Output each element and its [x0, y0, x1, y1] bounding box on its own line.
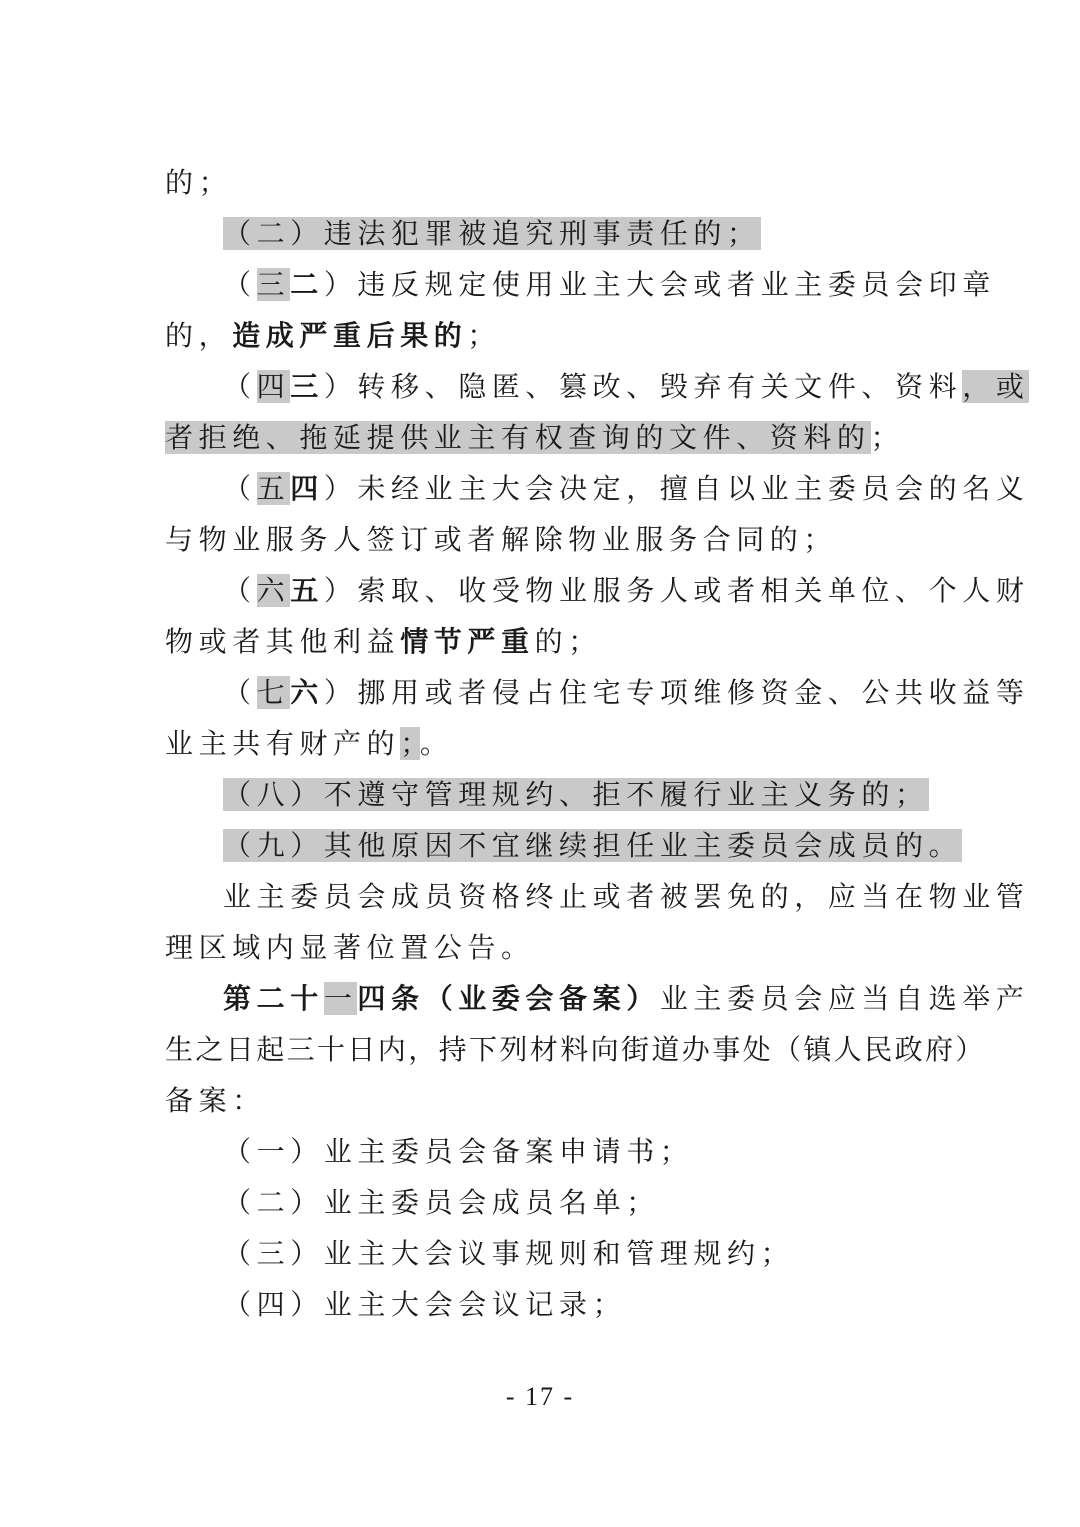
line-text: （ [223, 370, 257, 403]
text-line [223, 1282, 626, 1328]
inserted-text: 第二十 [223, 982, 324, 1015]
text-line [165, 925, 535, 971]
text-line [223, 1180, 660, 1226]
line-text: ）索取、收受物业服务人或者相关单位、个人财 [323, 574, 1030, 607]
text-line [223, 1129, 693, 1175]
text-line [223, 772, 929, 818]
article-heading-line [223, 976, 1029, 1022]
text-line [165, 1078, 266, 1124]
text-line [165, 313, 501, 359]
inserted-text: 五 [290, 574, 324, 607]
text-line [223, 1231, 794, 1277]
text-line [223, 364, 1029, 410]
inserted-text: 四 [290, 472, 324, 505]
deleted-highlight: 六 [256, 574, 291, 607]
line-text: ）未经业主大会决定，擅自以业主委员会的名义 [323, 472, 1030, 505]
line-text: 与物业服务人签订或者解除物业服务合同的； [165, 523, 838, 556]
inserted-text: 造成严重后果的 [232, 319, 468, 352]
text-line [223, 211, 761, 257]
line-text: （ [223, 268, 257, 301]
text-line [223, 670, 1029, 716]
deleted-highlight: 三 [256, 268, 291, 301]
deleted-highlight: （八）不遵守管理规约、拒不履行业主义务的； [223, 778, 929, 811]
inserted-text: 二 [290, 268, 324, 301]
deleted-highlight: ，或 [962, 370, 1030, 403]
line-text: （二）业主委员会成员名单； [223, 1186, 660, 1219]
line-text: 的； [165, 166, 233, 199]
text-line [223, 466, 1029, 512]
line-text: （四）业主大会会议记录； [223, 1288, 627, 1321]
text-line [223, 874, 1029, 920]
line-text: 理区域内显著位置公告。 [165, 931, 535, 964]
text-line [165, 619, 602, 665]
line-text: 备案： [165, 1084, 266, 1117]
line-text: ）转移、隐匿、篡改、毁弃有关文件、资料 [323, 370, 963, 403]
line-text: （ [223, 676, 257, 709]
deleted-highlight: 四 [256, 370, 291, 403]
deleted-highlight: 七 [256, 676, 291, 709]
line-text: （ [223, 574, 257, 607]
line-text: 业主委员会应当自选举产 [659, 982, 1030, 1015]
line-text: （一）业主委员会备案申请书； [223, 1135, 694, 1168]
line-text: 的， [165, 319, 233, 352]
line-text: 的； [534, 625, 602, 658]
line-text: ）违反规定使用业主大会或者业主委员会印章 [323, 268, 996, 301]
line-text: 业主委员会成员资格终止或者被罢免的，应当在物业管 [223, 880, 1030, 913]
line-text: 业主共有财产的 [165, 727, 401, 760]
inserted-text: 六 [290, 676, 324, 709]
line-text: ； [870, 421, 905, 454]
deleted-highlight: 五 [256, 472, 291, 505]
deleted-highlight: ； [400, 727, 420, 760]
inserted-text: 三 [290, 370, 324, 403]
deleted-highlight: 者拒绝、拖延提供业主有权查询的文件、资料的 [165, 421, 871, 454]
inserted-text: 四条（业委会备案） [357, 982, 660, 1015]
text-line [223, 568, 1029, 614]
page-number: - 17 - [505, 1382, 575, 1411]
line-text: （ [223, 472, 257, 505]
text-line [165, 721, 453, 767]
line-text: 物或者其他利益 [165, 625, 401, 658]
deleted-highlight: （九）其他原因不宜继续担任业主委员会成员的。 [223, 829, 963, 862]
inserted-text: 情节严重 [400, 625, 535, 658]
text-line [165, 415, 904, 461]
line-text: ）挪用或者侵占住宅专项维修资金、公共收益等 [323, 676, 1030, 709]
deleted-highlight: 一 [323, 982, 358, 1015]
text-line [165, 1027, 986, 1073]
text-line [165, 160, 232, 206]
line-text: 。 [419, 727, 454, 760]
line-text: ； [467, 319, 502, 352]
text-line [165, 517, 837, 563]
deleted-highlight: （二）违法犯罪被追究刑事责任的； [223, 217, 761, 250]
text-line [223, 823, 962, 869]
line-text: （三）业主大会议事规则和管理规约； [223, 1237, 795, 1270]
line-text: 生之日起三十日内，持下列材料向街道办事处（镇人民政府） [165, 1033, 986, 1066]
text-line [223, 262, 996, 308]
